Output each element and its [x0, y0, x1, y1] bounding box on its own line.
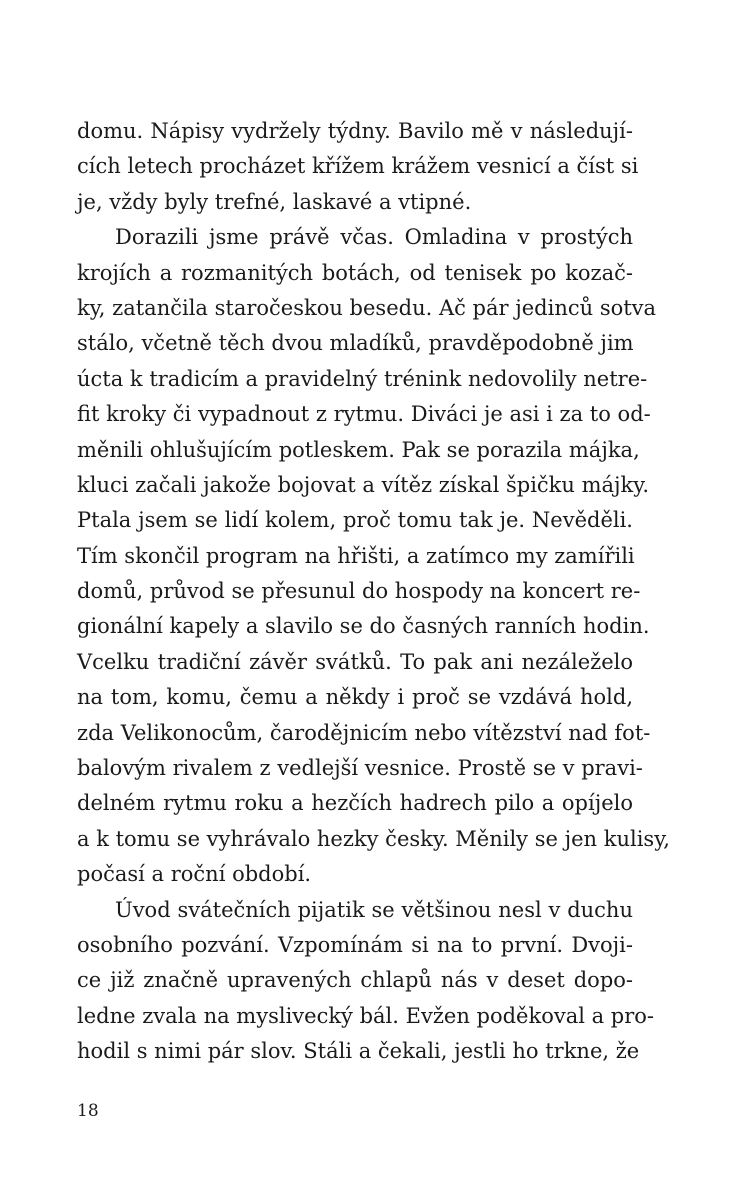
text-line: ledne zvala na myslivecký bál. Evžen poděkoval a pro- — [77, 1003, 655, 1028]
paragraph — [77, 893, 655, 1070]
text-line: fit kroky či vypadnout z rytmu. Diváci je asi i za to od- — [77, 402, 651, 427]
text-line: je, vždy byly trefné, laskavé a vtipné. — [77, 189, 472, 214]
text-line: kluci začali jakože bojovat a vítěz získal špičku májky. — [77, 472, 650, 497]
paragraph — [77, 220, 670, 892]
text-line: domu. Nápisy vydržely týdny. Bavilo mě v následují- — [77, 119, 633, 143]
text-line: hodil s nimi pár slov. Stáli a čekali, jestli ho trkne, že — [77, 1039, 640, 1064]
text-line: na tom, komu, čemu a někdy i proč se vzdává hold, — [77, 685, 633, 710]
text-line: měnili ohlušujícím potleskem. Pak se porazila májka, — [77, 437, 640, 462]
text-line: gionální kapely a slavilo se do časných ranních hodin. — [77, 614, 650, 639]
text-line: úcta k tradicím a pravidelný trénink nedovolily netre- — [77, 366, 648, 391]
text-line: Dorazili jsme právě včas. Omladina v prostých — [115, 225, 633, 250]
text-line: krojích a rozmanitých botách, od tenisek po kozač- — [77, 260, 633, 285]
text-line: cích letech procházet křížem krážem vesnicí a číst si — [77, 154, 639, 179]
text-line: Vcelku tradiční závěr svátků. To pak ani nezáleželo — [77, 649, 633, 674]
body-text — [77, 114, 670, 1070]
text-line: stálo, včetně těch dvou mladíků, pravděpodobně jim — [77, 331, 634, 356]
text-line: zda Velikonocům, čarodějnicím nebo vítězství nad fot- — [77, 720, 651, 745]
text-line: Úvod svátečních pijatik se většinou nesl v duchu — [115, 897, 633, 922]
text-line: ce již značně upravených chlapů nás v deset dopo- — [77, 968, 633, 993]
text-line: osobního pozvání. Vzpomínám si na to první. Dvoji- — [77, 932, 633, 957]
page-number: 18 — [77, 1101, 99, 1121]
text-line: ky, zatančila staročeskou besedu. Ač pár jedinců sotva — [77, 295, 657, 320]
text-line: Ptala jsem se lidí kolem, proč tomu tak je. Nevěděli. — [77, 508, 633, 533]
text-line: Tím skončil program na hřišti, a zatímco my zamířili — [77, 543, 635, 568]
text-line: delném rytmu roku a hezčích hadrech pilo a opíjelo — [77, 791, 633, 816]
text-line: počasí a roční období. — [77, 862, 312, 887]
text-line: domů, průvod se přesunul do hospody na koncert re- — [77, 579, 641, 604]
text-line: balovým rivalem z vedlejší vesnice. Prostě se v pravi- — [77, 756, 643, 781]
text-line: a k tomu se vyhrávalo hezky česky. Měnily se jen kulisy, — [77, 826, 670, 851]
paragraph — [77, 114, 639, 220]
